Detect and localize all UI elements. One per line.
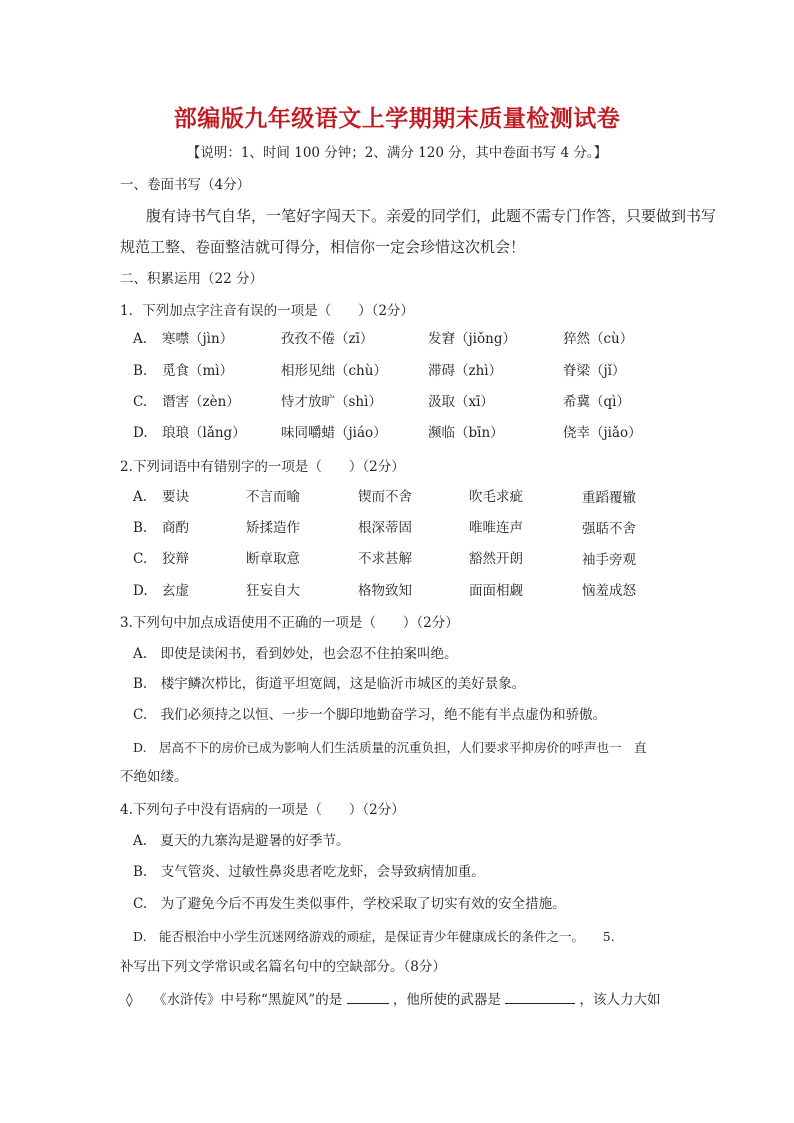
q2-option-word: 狡辩 (162, 551, 189, 567)
q4-stem: 4.下列句子中没有语病的一项是（ ）（2分） (120, 802, 405, 818)
answer-blank[interactable] (505, 989, 575, 1004)
q1-option-item: 谮害（zèn） (162, 394, 240, 410)
q2-option-word: 断章取意 (246, 551, 300, 567)
q1-option-item: 汲取（xī） (428, 394, 494, 410)
q2-option-word: 锲而不舍 (358, 489, 412, 505)
q1-option-letter: A. (133, 331, 148, 347)
q2-option-word: 不言而喻 (246, 489, 300, 505)
q2-option-word: 面面相觑 (469, 583, 523, 599)
q2-option-word: 玄虚 (162, 583, 189, 599)
q1-option-letter: D. (133, 425, 148, 441)
q2-option-word: 格物致知 (358, 583, 412, 599)
q1-option-item: 侥幸（jiǎo） (563, 425, 642, 441)
q1-option-item: 濒临（bīn） (428, 425, 504, 441)
q2-option-word: 矫揉造作 (246, 520, 300, 536)
q3-option-c: C. 我们必须持之以恒、一步一个脚印地勤奋学习，绝不能有半点虚伪和骄傲。 (133, 707, 607, 723)
q5-fill-line (126, 989, 660, 1009)
q1-option-item: 味同嚼蜡（jiáo） (281, 425, 387, 441)
q3-option-b: B. 楼宇鳞次栉比，街道平坦宽阔，这是临沂市城区的美好景象。 (133, 676, 526, 692)
q5-text-c: ，该人力大如 (579, 992, 661, 1008)
q2-option-letter: C. (133, 551, 148, 567)
page-title: 部编版九年级语文上学期期末质量检测试卷 (173, 106, 621, 132)
q1-option-item: 滞碍（zhì） (428, 363, 503, 379)
q1-option-letter: C. (133, 394, 148, 410)
q4-option-b: B. 支气管炎、过敏性鼻炎患者吃龙虾，会导致病情加重。 (133, 864, 485, 880)
q2-option-letter: B. (133, 520, 148, 536)
section1-heading: 一、卷面书写（4分） (120, 177, 251, 193)
q2-option-word: 不求甚解 (358, 551, 412, 567)
q2-option-word: 唯唯连声 (469, 520, 523, 536)
q1-option-item: 恃才放旷（shì） (281, 394, 382, 410)
q5-text-b: ，他所使的武器是 (392, 992, 501, 1008)
section1-para-line1: 腹有诗书气自华，一笔好字闯天下。亲爱的同学们，此题不需专门作答，只要做到书写 (146, 207, 717, 225)
q4-option-a: A. 夏天的九寨沟是避暑的好季节。 (133, 833, 350, 849)
q1-option-item: 觅食（mì） (162, 363, 234, 379)
q2-option-word: 恼羞成怒 (582, 583, 636, 599)
q4-option-c: C. 为了避免今后不再发生类似事件，学校采取了切实有效的安全措施。 (133, 896, 566, 912)
q1-option-item: 孜孜不倦（zī） (281, 331, 374, 347)
bullet-icon: ◊ (126, 992, 133, 1008)
q3-option-d-line2: 不绝如缕。 (120, 769, 188, 785)
q1-stem: 1．下列加点字注音有误的一项是（ ）（2分） (120, 303, 414, 319)
q2-stem: 2.下列词语中有错别字的一项是（ ）（2分） (120, 459, 405, 475)
q3-stem: 3.下列句中加点成语使用不正确的一项是（ ）（2分） (120, 615, 459, 631)
q2-option-word: 重蹈覆辙 (582, 490, 636, 506)
q1-option-item: 琅琅（lǎng） (162, 425, 246, 441)
q1-option-letter: B. (133, 363, 148, 379)
q1-option-item: 寒噤（jìn） (162, 331, 234, 347)
answer-blank[interactable] (347, 989, 389, 1004)
q1-option-item: 希冀（qì） (563, 394, 630, 410)
section2-heading: 二、积累运用（22 分） (120, 271, 263, 287)
q1-option-item: 发窘（jiǒng） (428, 331, 516, 347)
q1-option-item: 猝然（cù） (563, 331, 634, 347)
q5-text-a: 《水浒传》中号称“黑旋风”的是 (152, 992, 343, 1008)
q4-option-d: D. 能否根治中小学生沉迷网络游戏的顽症，是保证青少年健康成长的条件之一。 5. (133, 929, 615, 944)
q2-option-letter: D. (133, 583, 148, 599)
q2-option-word: 吹毛求疵 (469, 489, 523, 505)
q1-option-item: 脊梁（jǐ） (563, 363, 626, 379)
q2-option-word: 狂妄自大 (246, 583, 300, 599)
section1-para-line2: 规范工整、卷面整洁就可得分，相信你一定会珍惜这次机会！ (120, 238, 526, 256)
q2-option-word: 强聒不舍 (582, 521, 636, 537)
q2-option-word: 豁然开朗 (469, 551, 523, 567)
exam-note: 【说明：1、时间 100 分钟；2、满分 120 分，其中卷面书写 4 分。】 (186, 145, 608, 161)
q5-stem: 补写出下列文学常识或名篇名句中的空缺部分。（8分） (120, 959, 446, 975)
q2-option-word: 根深蒂固 (358, 520, 412, 536)
q3-option-a: A. 即使是读闲书，看到妙处，也会忍不住拍案叫绝。 (133, 646, 458, 662)
q3-option-d-line1: D. 居高不下的房价已成为影响人们生活质量的沉重负担，人们要求平抑房价的呼声也一 直 (133, 740, 647, 755)
q2-option-letter: A. (133, 489, 148, 505)
q2-option-word: 商酌 (162, 520, 189, 536)
q1-option-item: 相形见绌（chù） (281, 363, 387, 379)
q2-option-word: 要诀 (162, 489, 189, 505)
q2-option-word: 袖手旁观 (582, 552, 636, 568)
